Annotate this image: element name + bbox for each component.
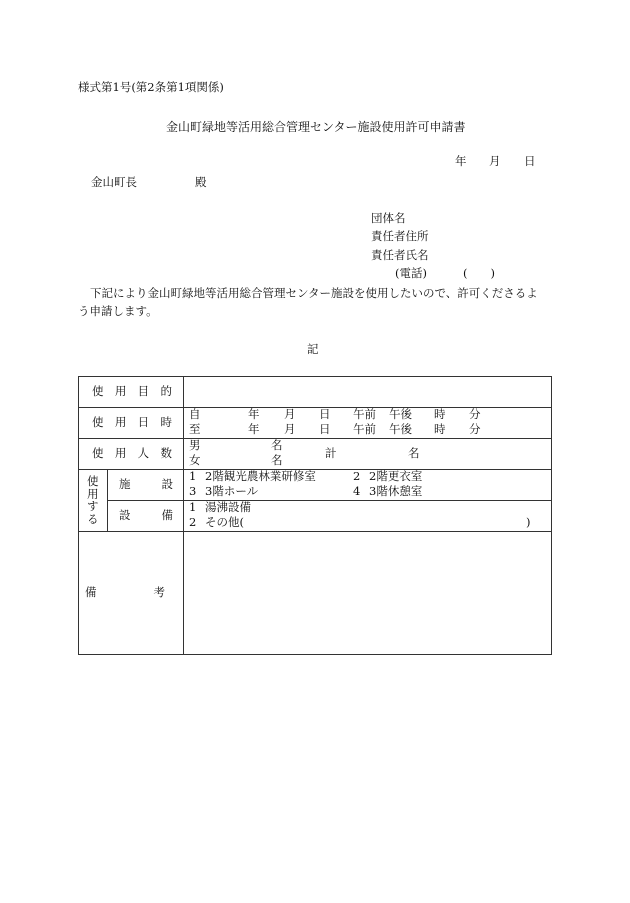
group-name-label: 団体名 <box>371 211 406 225</box>
date-month: 月 <box>489 154 501 168</box>
male-count-unit: 名 <box>271 438 283 452</box>
label-char: す <box>87 499 99 513</box>
facility-label <box>119 479 173 491</box>
label-char: 使 <box>87 474 99 488</box>
label-char: 設 <box>161 477 173 491</box>
label-char: 使 <box>92 446 104 460</box>
to-marker: 至 <box>189 422 201 436</box>
facility-option: 3階休憩室 <box>369 484 423 498</box>
label-char: 用 <box>114 415 127 429</box>
label-char: 使 <box>92 384 104 398</box>
equipment-option-number: 2 <box>189 515 197 529</box>
label-char: 用 <box>87 486 99 501</box>
to-pm: 午後 <box>389 422 412 436</box>
phone-parens: ( ) <box>463 266 495 280</box>
from-am: 午前 <box>353 407 376 421</box>
from-marker: 自 <box>189 407 201 421</box>
equipment-option: 湯沸設備 <box>205 500 251 514</box>
label-char: 日 <box>137 415 150 429</box>
label-char: 備 <box>85 585 97 599</box>
facility-option-number: 1 <box>189 469 197 483</box>
people-label <box>92 448 172 460</box>
to-year: 年 <box>248 422 260 436</box>
use-column-divider <box>107 469 108 531</box>
from-minute: 分 <box>469 407 481 421</box>
purpose-label <box>92 386 172 398</box>
to-day: 日 <box>319 422 331 436</box>
equipment-label <box>119 510 173 522</box>
remarks-label <box>85 587 165 599</box>
date-day: 日 <box>524 154 536 168</box>
label-char: 的 <box>160 384 172 398</box>
row-divider <box>107 500 551 501</box>
facility-option-number: 3 <box>189 484 197 498</box>
responsible-name-label: 責任者氏名 <box>371 248 429 262</box>
row-divider <box>79 531 551 532</box>
honorific: 殿 <box>195 175 207 189</box>
label-char: 考 <box>153 585 165 599</box>
label-char: 備 <box>161 508 173 522</box>
form-number: 様式第1号(第2条第1項関係) <box>78 80 224 94</box>
facility-option: 2階観光農林業研修室 <box>205 469 316 483</box>
request-text-line2: う申請します。 <box>78 304 158 318</box>
equipment-option: その他( <box>205 515 244 529</box>
male-label: 男 <box>189 438 201 452</box>
label-char: 目 <box>137 384 150 398</box>
label-char: 使 <box>92 415 104 429</box>
to-month: 月 <box>284 422 296 436</box>
to-hour: 時 <box>434 422 446 436</box>
facility-option: 3階ホール <box>205 484 259 498</box>
female-count-unit: 名 <box>271 453 283 467</box>
from-day: 日 <box>319 407 331 421</box>
label-char: 施 <box>119 477 131 491</box>
facility-option-number: 4 <box>353 484 361 498</box>
document-title: 金山町緑地等活用総合管理センター施設使用許可申請書 <box>166 120 466 134</box>
to-am: 午前 <box>353 422 376 436</box>
label-char: 用 <box>114 446 127 460</box>
request-text-line1: 下記により金山町緑地等活用総合管理センター施設を使用したいので、許可くださるよ <box>90 286 538 300</box>
equipment-close-paren: ) <box>526 515 531 529</box>
from-year: 年 <box>248 407 260 421</box>
application-table <box>78 376 552 655</box>
from-pm: 午後 <box>389 407 412 421</box>
row-divider <box>79 438 551 439</box>
female-label: 女 <box>189 453 201 467</box>
facility-option: 2階更衣室 <box>369 469 423 483</box>
to-minute: 分 <box>469 422 481 436</box>
label-column-divider <box>183 377 184 654</box>
datetime-label <box>92 417 172 429</box>
label-char: 人 <box>137 446 150 460</box>
label-char: 数 <box>160 446 172 460</box>
responsible-address-label: 責任者住所 <box>371 229 429 243</box>
addressee: 金山町長 <box>91 175 137 189</box>
label-char: 用 <box>114 384 127 398</box>
use-vertical-label <box>87 475 101 525</box>
label-char: 時 <box>160 415 172 429</box>
facility-option-number: 2 <box>353 469 361 483</box>
label-char: 設 <box>119 508 131 522</box>
total-label: 計 <box>325 446 337 460</box>
date-year: 年 <box>455 154 467 168</box>
ki-heading: 記 <box>307 342 319 356</box>
phone-label: (電話) <box>395 266 427 280</box>
label-char: る <box>87 511 99 526</box>
from-hour: 時 <box>434 407 446 421</box>
from-month: 月 <box>284 407 296 421</box>
total-count-unit: 名 <box>408 446 420 460</box>
equipment-option-number: 1 <box>189 500 197 514</box>
